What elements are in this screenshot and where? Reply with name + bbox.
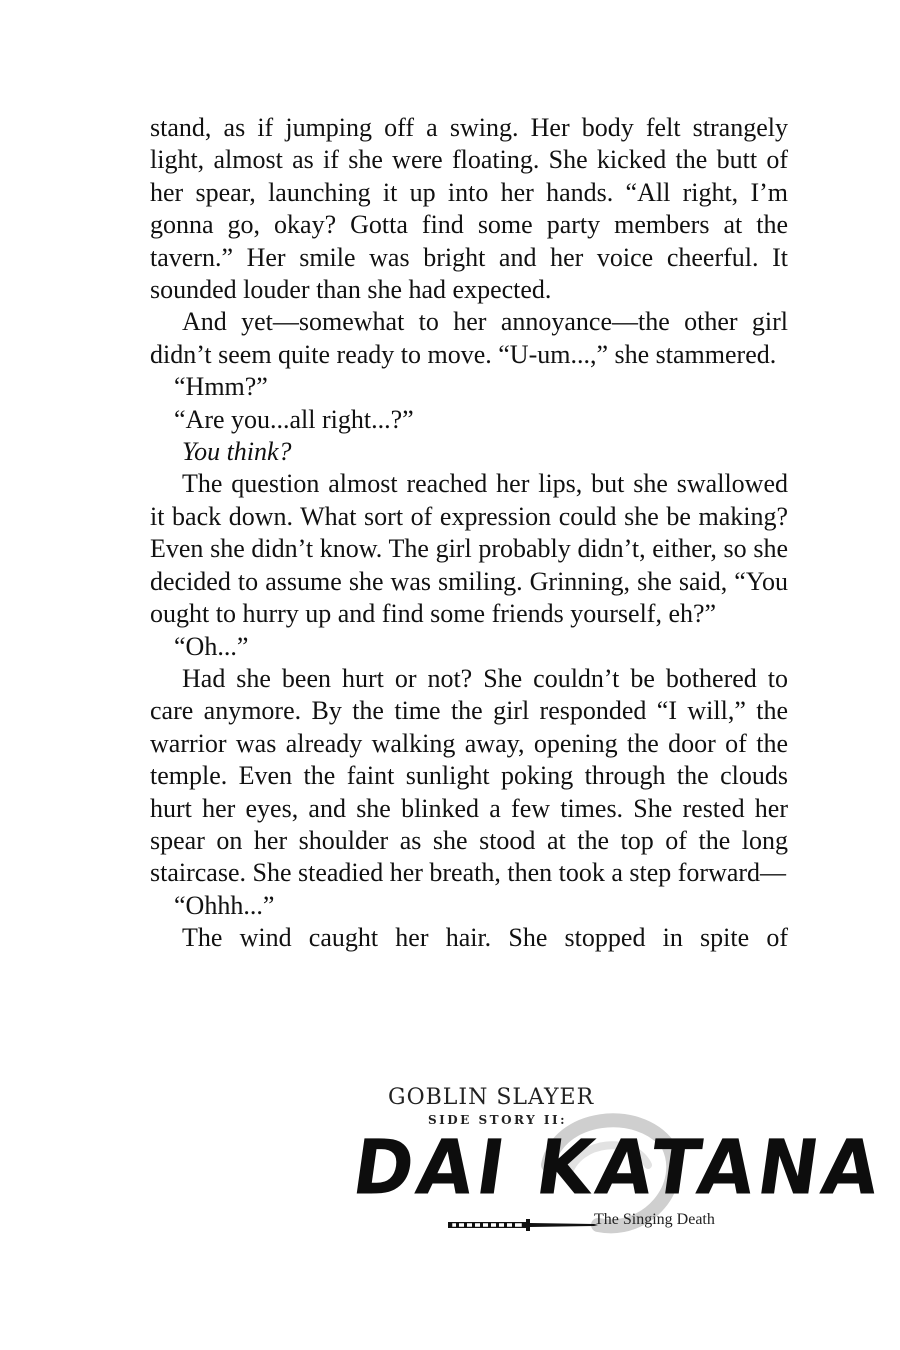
- paragraph: The question almost reached her lips, but she swallowed it back down. What sort of expression could she be making? Even she didn’t know. The girl probably didn’t, either, so she decided to assume she was smiling. Grinning, she said, “You ought to hurry up and find some friends yourself, eh?”: [150, 469, 788, 629]
- paragraph: And yet—somewhat to her annoyance—the other girl didn’t seem quite ready to move. “U-um...,” she stammered.: [150, 307, 788, 369]
- body-text: [150, 112, 788, 955]
- paragraph: The wind caught her hair. She stopped in spite of: [182, 923, 788, 953]
- series-title: GOBLIN SLAYER: [388, 1085, 595, 1110]
- katana-icon: [448, 1218, 598, 1232]
- book-subtitle: The Singing Death: [594, 1211, 715, 1228]
- italic-thought: [150, 436, 788, 468]
- paragraph: Had she been hurt or not? She couldn’t be bothered to care anymore. By the time the girl responded “I will,” the warrior was already walking away, opening the door of the temple. Even the faint sunlight poking through the clouds hurt her eyes, and she blinked a few times. She rested her spear on her shoulder as she stood at the top of the long staircase. She steadied her breath, then took a step forward—: [150, 663, 788, 888]
- dialogue-line: “Hmm?”: [174, 372, 268, 402]
- book-logo: [347, 1075, 889, 1255]
- dialogue-line: “Oh...”: [174, 631, 249, 661]
- book-title: DAI KATANA: [347, 1123, 889, 1212]
- italic-text: You think?: [182, 437, 292, 467]
- dialogue-line: “Ohhh...”: [174, 890, 275, 920]
- paragraph: stand, as if jumping off a swing. Her body felt strangely light, almost as if she were floating. She kicked the butt of her spear, launching it up into her hands. “All right, I’m gonna go, okay? Gotta find some party members at the tavern.” Her smile was bright and her voice cheerful. It sounded louder than she had expected.: [150, 113, 788, 305]
- dialogue-line: “Are you...all right...?”: [174, 404, 414, 434]
- side-story-label: SIDE STORY II:: [428, 1113, 568, 1127]
